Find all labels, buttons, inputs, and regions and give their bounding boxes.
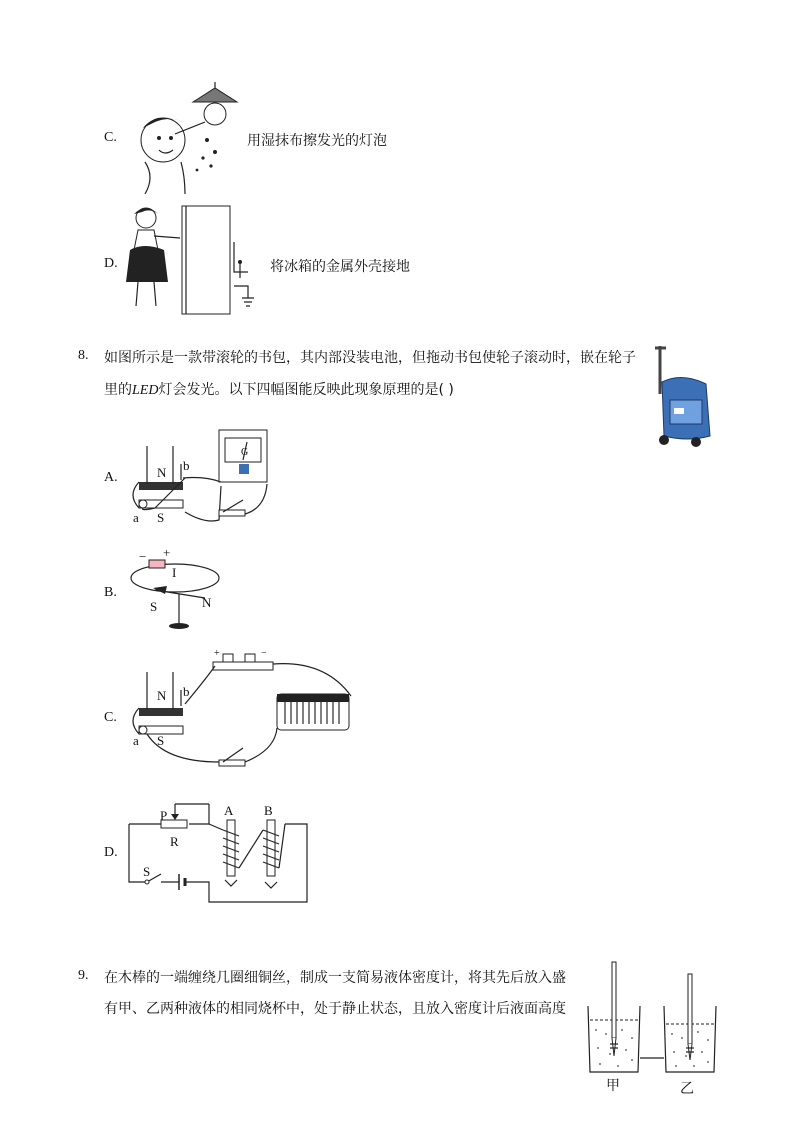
option-c-text: 用湿抹布擦发光的灯泡 xyxy=(247,133,387,149)
q9-stem-line2: 有甲、乙两种液体的相同烧杯中，处于静止状态，且放入密度计后液面高度 xyxy=(104,1001,566,1017)
density-meter-beakers-illustration xyxy=(582,960,722,1080)
figure-d-electromagnet-circuit xyxy=(125,800,310,906)
q8-stem-line2: 里的LED灯会发光。以下四幅图能反映此现象原理的是( ) xyxy=(104,382,454,398)
beaker-label-jia: 甲 xyxy=(606,1078,620,1094)
fig-d-label-r: R xyxy=(170,834,179,849)
fridge-grounding-illustration xyxy=(124,202,264,318)
option-b-letter: B. xyxy=(104,585,117,600)
fig-b-label-plus: + xyxy=(163,545,171,560)
option-c-letter: C. xyxy=(104,130,117,145)
fig-c-label-n: N xyxy=(157,688,167,703)
fig-c-label-minus: − xyxy=(261,648,267,659)
option-c-letter-q8: C. xyxy=(104,710,117,725)
rolling-backpack-image xyxy=(652,344,714,450)
q9-number: 9. xyxy=(78,968,89,983)
figure-c-motor-circuit xyxy=(125,650,360,775)
option-d-text: 将冰箱的金属外壳接地 xyxy=(270,259,410,275)
fig-b-label-n: N xyxy=(202,595,212,610)
q8-stem-line1: 如图所示是一款带滚轮的书包，其内部没装电池，但拖动书包使轮子滚动时，嵌在轮子 xyxy=(104,350,636,366)
fig-a-label-a: a xyxy=(133,510,139,525)
option-d-letter: D. xyxy=(104,256,118,271)
option-d-letter-q8: D. xyxy=(104,845,118,860)
fig-d-label-b: B xyxy=(264,803,273,818)
fig-b-label-s: S xyxy=(150,599,158,614)
fig-c-label-b: b xyxy=(183,684,190,699)
fig-c-label-plus: + xyxy=(214,648,220,659)
fig-a-label-g: G xyxy=(241,447,249,458)
fig-b-label-i: I xyxy=(172,565,177,580)
option-a-letter: A. xyxy=(104,470,118,485)
beaker-label-yi: 乙 xyxy=(680,1081,694,1097)
fig-a-label-n: N xyxy=(157,465,167,480)
fig-c-label-a: a xyxy=(133,733,139,748)
fig-c-label-s: S xyxy=(157,733,165,748)
q9-stem-line1: 在木棒的一端缠绕几圈细铜丝，制成一支简易液体密度计，将其先后放入盛 xyxy=(104,970,566,986)
fig-d-label-p: P xyxy=(160,808,168,823)
fig-a-label-b: b xyxy=(183,458,190,473)
fig-d-label-s: S xyxy=(143,864,151,879)
fig-b-label-minus: − xyxy=(139,549,147,564)
fig-d-label-a: A xyxy=(224,803,234,818)
q8-number: 8. xyxy=(78,348,89,363)
fig-a-label-s: S xyxy=(157,510,165,525)
figure-a-generator-galvanometer xyxy=(125,428,275,528)
wet-cloth-bulb-illustration xyxy=(125,82,245,194)
